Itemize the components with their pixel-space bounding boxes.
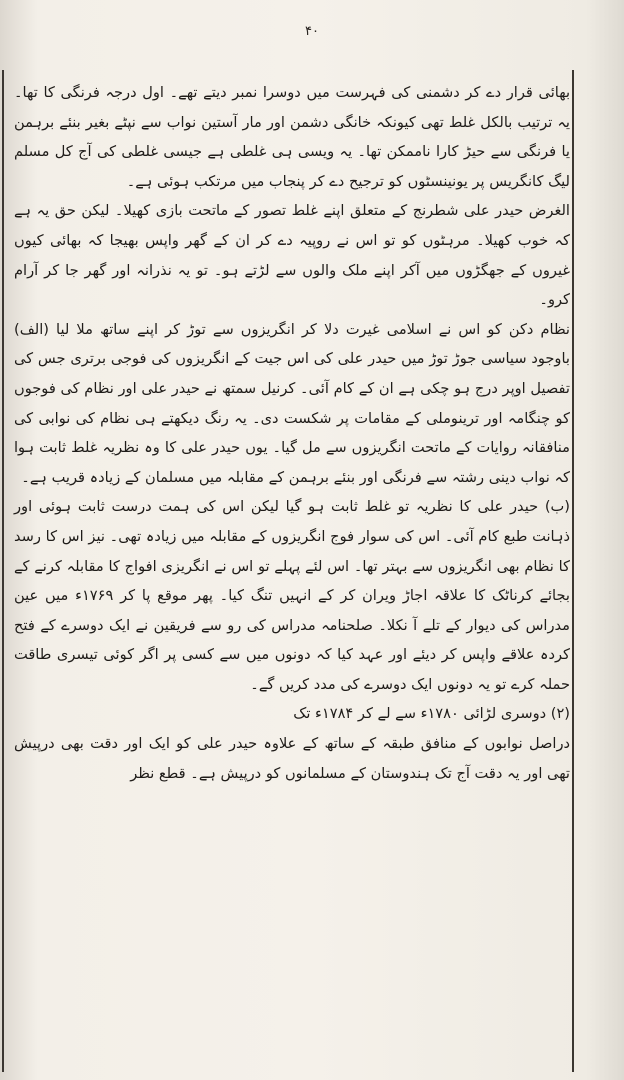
page-number: ۴۰	[305, 24, 319, 39]
paragraph-3: نظام دکن کو اس نے اسلامی غیرت دلا کر انگریزوں سے توڑ کر اپنے ساتھ ملا لیا (الف) باوجود سیاسی جوڑ توڑ میں حیدر علی کی اس جیت کے انگریزوں کی فوجی برتری جس کی تفصیل اوپر درج ہو چکی ہے ان کے کام آئی۔ کرنیل سمتھ نے حیدر علی اور نظام کی فوجوں کو چنگامہ اور ترینوملی کے مقامات پر شکست دی۔ یہ رنگ دیکھتے ہی نظام کی نوابی کی منافقانہ روایات کے ماتحت انگریزوں سے مل گیا۔ یوں حیدر علی کا وہ نظریہ غلط ثابت ہوا کہ نواب دینی رشتہ سے فرنگی اور بنئے برہمن کے مقابلہ میں مسلمان کے زیادہ قریب ہے۔	[14, 320, 570, 486]
paragraph-closing: دراصل نوابوں کے منافق طبقہ کے ساتھ کے علاوہ حیدر علی کو ایک اور دقت بھی درپیش تھی اور یہ دقت آج تک ہندوستان کے مسلمانوں کو درپیش ہے۔ قطع نظر	[14, 735, 570, 782]
section-heading: (۲) دوسری لڑائی ۱۷۸۰ء سے لے کر ۱۷۸۴ء تک	[293, 705, 570, 723]
body-text	[14, 78, 570, 788]
paragraph-1: بھائی قرار دے کر دشمنی کی فہرست میں دوسرا نمبر دیتے تھے۔ اول درجہ فرنگی کا تھا۔ یہ ترتیب بالکل غلط تھی کیونکہ خانگی دشمن اور مار آستین نواب سے نپٹے بغیر بنئے برہمن یا فرنگی سے حیڑ کارا ناممکن تھا۔ یہ ویسی ہی غلطی ہے جیسی غلطی کی آج کل مسلم لیگ کانگریس پر یونینسٹوں کو ترجیح دے کر پنجاب میں مرتکب ہوئی ہے۔	[14, 84, 570, 190]
paragraph-2: الغرض حیدر علی شطرنج کے متعلق اپنے غلط تصور کے ماتحت بازی کھیلا۔ لیکن حق یہ ہے کہ خوب کھیلا۔ مرہٹوں کو تو اس نے روپیہ دے کر ان کے گھر واپس بھیجا کہ بھائی کیوں غیروں کے جھگڑوں میں آکر اپنے ملک والوں سے لڑتے ہو۔ تو یہ نذرانہ اور گھر جا کر آرام کرو۔	[14, 202, 570, 309]
paragraph-4: (ب) حیدر علی کا نظریہ تو غلط ثابت ہو گیا لیکن اس کی ہمت درست ثابت ہوئی اور ذہانت طبع کام آئی۔ اس کی سوار فوج انگریزوں کے مقابلہ میں زیادہ تھی۔ نیز اس کا رسد کا نظام بھی انگریزوں سے بہتر تھا۔ اس لئے پہلے تو اس نے انگریزی افواج کا مقابلہ کرنے کے بجائے کرناٹک کا علاقہ اجاڑ ویران کر کے انہیں تنگ کیا۔ پھر موقع پا کر ۱۷۶۹ء میں عین مدراس کی دیوار کے تلے آ نکلا۔ صلحنامہ مدراس کی رو سے فریقین نے ایک دوسرے کے فتح کردہ علاقے واپس کر دیئے اور عہد کیا کہ دونوں میں سے کسی پر اگر کوئی تیسری طاقت حملہ کرے تو یہ دونوں ایک دوسرے کی مدد کریں گے۔	[14, 498, 570, 693]
